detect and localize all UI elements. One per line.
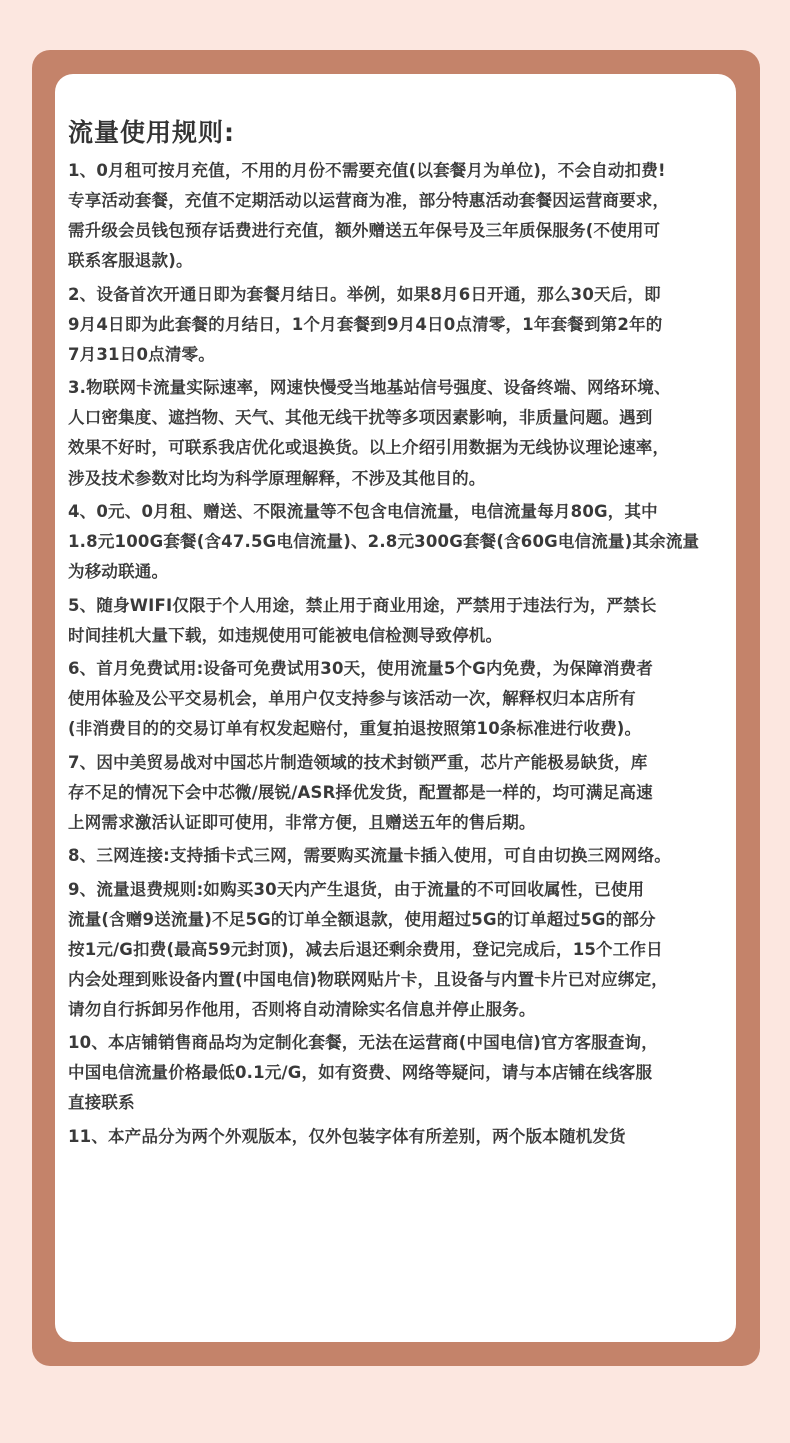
outer-frame — [32, 50, 760, 1366]
rule-line: 10、本店铺销售商品均为定制化套餐，无法在运营商(中国电信)官方客服查询， — [68, 1033, 658, 1053]
rule-line: 使用体验及公平交易机会，单用户仅支持参与该活动一次，解释权归本店所有 — [68, 689, 636, 709]
rule-line: 需升级会员钱包预存话费进行充值，额外赠送五年保号及三年质保服务(不使用可 — [68, 221, 661, 241]
rule-line: 内会处理到账设备内置(中国电信)物联网贴片卡，且设备与内置卡片已对应绑定， — [68, 969, 668, 989]
rule-item-11 — [68, 1122, 726, 1152]
rule-line: 为移动联通。 — [68, 562, 169, 582]
rule-item-2 — [68, 280, 726, 370]
rules-list — [68, 156, 726, 1152]
rule-item-5 — [68, 591, 726, 651]
rule-item-6 — [68, 654, 726, 744]
rule-line: 11、本产品分为两个外观版本，仅外包装字体有所差别，两个版本随机发货 — [68, 1126, 626, 1146]
rule-line: 7、因中美贸易战对中国芯片制造领域的技术封锁严重，芯片产能极易缺货，库 — [68, 752, 648, 772]
rule-item-7 — [68, 748, 726, 838]
rule-line: 2、设备首次开通日即为套餐月结日。举例，如果8月6日开通，那么30天后，即 — [68, 284, 661, 304]
rule-line: 中国电信流量价格最低0.1元/G，如有资费、网络等疑问，请与本店铺在线客服 — [68, 1063, 653, 1083]
rule-line: 专享活动套餐，充值不定期活动以运营商为准，部分特惠活动套餐因运营商要求， — [68, 191, 670, 211]
rule-line: 1、0月租可按月充值，不用的月份不需要充值(以套餐月为单位)，不会自动扣费! — [68, 161, 666, 180]
rule-line: (非消费目的的交易订单有权发起赔付，重复拍退按照第10条标准进行收费)。 — [68, 719, 642, 739]
rule-line: 联系客服退款)。 — [68, 251, 193, 271]
rule-line: 9月4日即为此套餐的月结日，1个月套餐到9月4日0点清零，1年套餐到第2年的 — [68, 314, 663, 334]
rule-line: 按1元/G扣费(最高59元封顶)，减去后退还剩余费用，登记完成后，15个工作日 — [68, 939, 663, 959]
rule-item-4 — [68, 497, 726, 587]
rule-item-3 — [68, 373, 726, 493]
rule-line: 8、三网连接:支持插卡式三网，需要购买流量卡插入使用，可自由切换三网网络。 — [68, 846, 671, 866]
rule-line: 5、随身WIFI仅限于个人用途，禁止用于商业用途，严禁用于违法行为，严禁长 — [68, 595, 657, 615]
rule-line: 6、首月免费试用:设备可免费试用30天，使用流量5个G内免费，为保障消费者 — [68, 658, 653, 678]
rule-line: 4、0元、0月租、赠送、不限流量等不包含电信流量，电信流量每月80G，其中 — [68, 501, 658, 521]
rule-line: 直接联系 — [68, 1093, 135, 1113]
rule-line: 1.8元100G套餐(含47.5G电信流量)、2.8元300G套餐(含60G电信流量)其余流量 — [68, 532, 700, 552]
rule-item-8 — [68, 841, 726, 871]
rule-line: 9、流量退费规则:如购买30天内产生退货，由于流量的不可回收属性，已使用 — [68, 879, 645, 899]
rule-line: 请勿自行拆卸另作他用，否则将自动清除实名信息并停止服务。 — [68, 999, 536, 1019]
rules-title: 流量使用规则: — [68, 118, 235, 147]
rules-card — [55, 74, 736, 1342]
rule-line: 涉及技术参数对比均为科学原理解释，不涉及其他目的。 — [68, 468, 486, 488]
rule-line: 7月31日0点清零。 — [68, 344, 215, 364]
rule-item-9 — [68, 875, 726, 1025]
rule-line: 流量(含赠9送流量)不足5G的订单全额退款，使用超过5G的订单超过5G的部分 — [68, 909, 656, 929]
rule-line: 3.物联网卡流量实际速率，网速快慢受当地基站信号强度、设备终端、网络环境、 — [68, 378, 671, 398]
rule-item-10 — [68, 1028, 726, 1118]
rule-line: 时间挂机大量下载，如违规使用可能被电信检测导致停机。 — [68, 625, 503, 645]
rule-line: 上网需求激活认证即可使用，非常方便，且赠送五年的售后期。 — [68, 812, 536, 832]
rule-line: 效果不好时，可联系我店优化或退换货。以上介绍引用数据为无线协议理论速率， — [68, 438, 670, 458]
rule-line: 人口密集度、遮挡物、天气、其他无线干扰等多项因素影响，非质量问题。遇到 — [68, 408, 653, 428]
rule-item-1 — [68, 156, 726, 276]
rule-line: 存不足的情况下会中芯微/展锐/ASR择优发货，配置都是一样的，均可满足高速 — [68, 782, 653, 802]
